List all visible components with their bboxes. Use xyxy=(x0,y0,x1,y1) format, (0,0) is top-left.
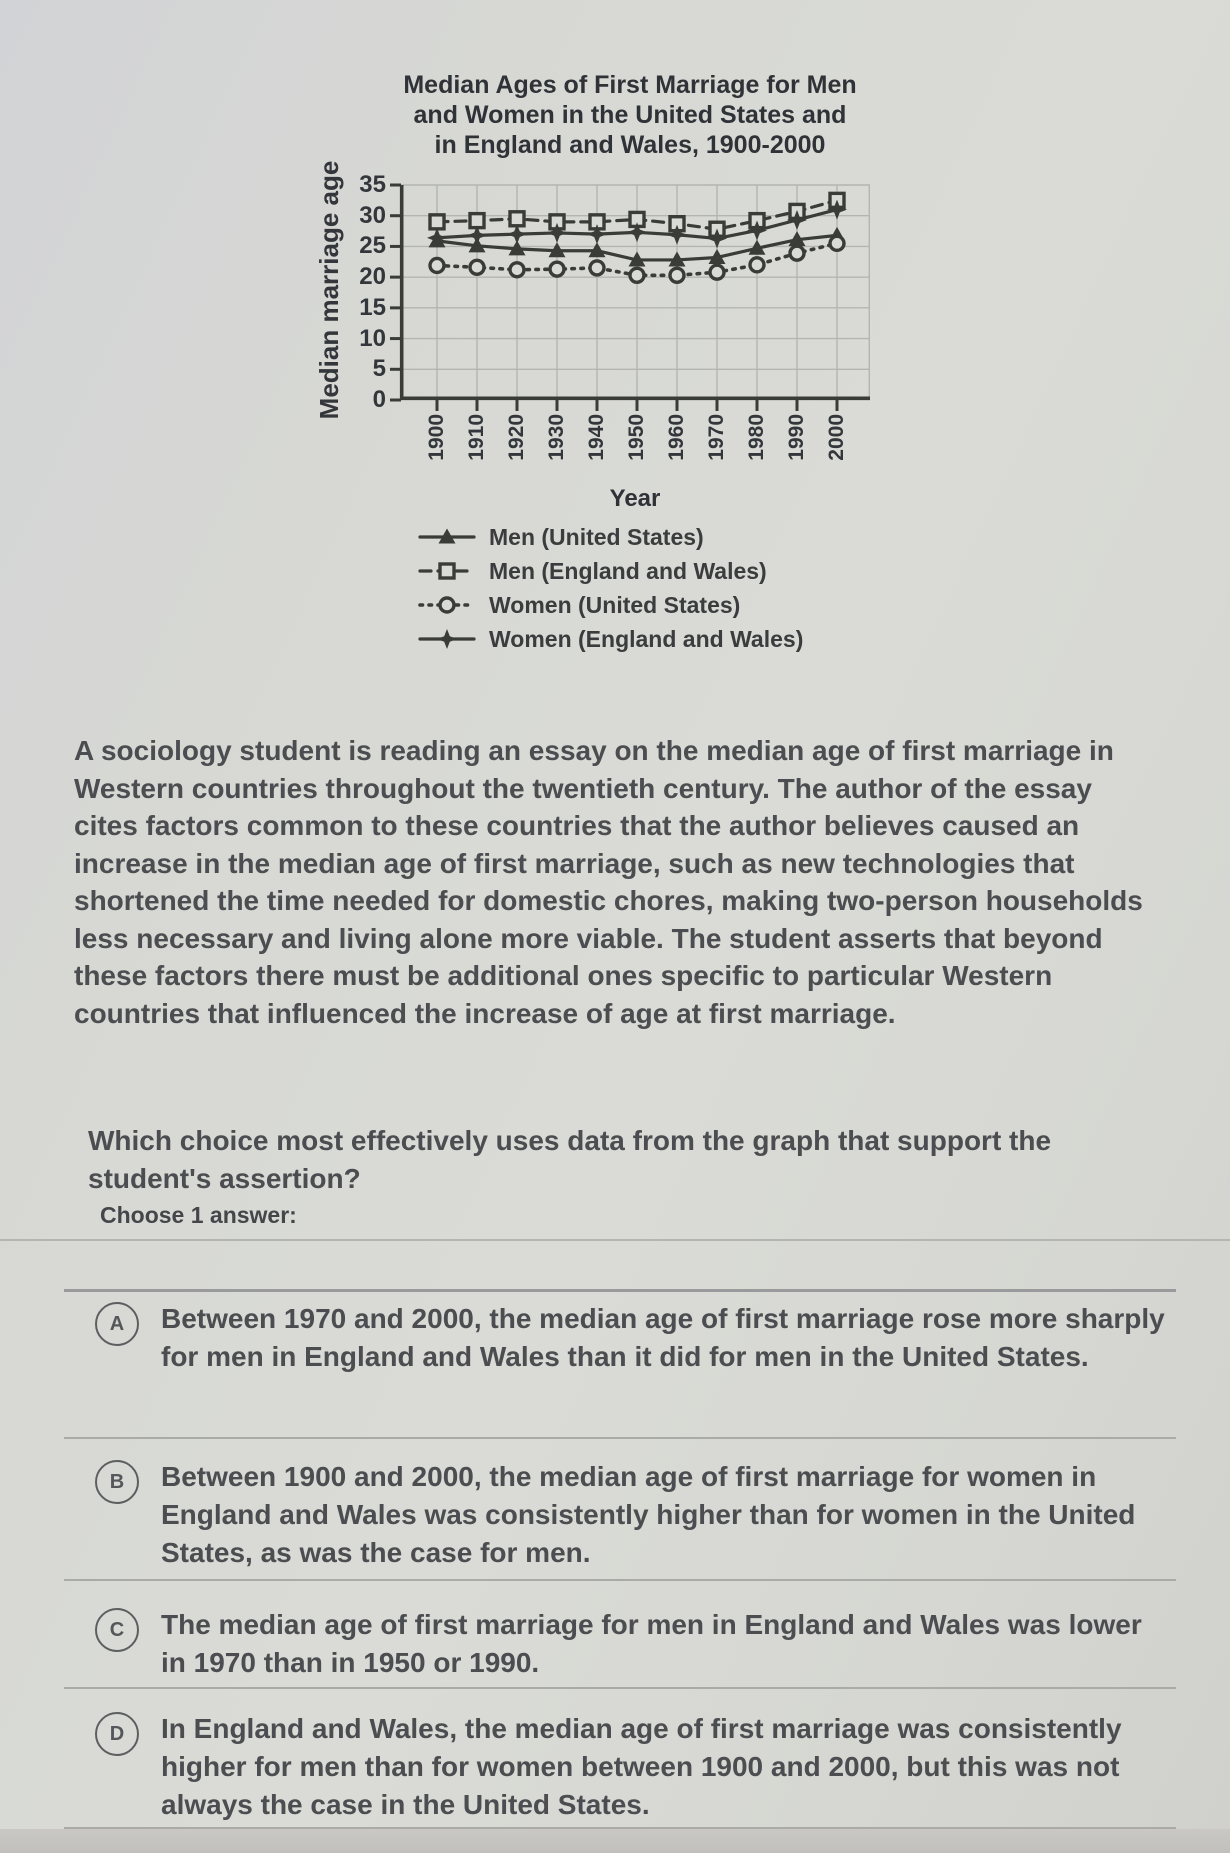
answer-choice-b[interactable] xyxy=(95,1458,1175,1572)
legend-label: Women (United States) xyxy=(489,591,741,618)
question-prompt: Which choice most effectively uses data from the graph that support the student's assertion? xyxy=(88,1125,1052,1194)
answer-choice-c[interactable] xyxy=(95,1606,1175,1682)
legend-label: Men (United States) xyxy=(489,523,704,550)
chart-title xyxy=(330,70,930,160)
divider xyxy=(64,1437,1176,1439)
choice-c-radio[interactable]: C xyxy=(95,1608,139,1652)
choice-c-text: The median age of first marriage for men in England and Wales was lower in 1970 than in 1950 or 1990. xyxy=(161,1609,1142,1678)
choice-b-text: Between 1900 and 2000, the median age of first marriage for women in England and Wales was consistently higher than for women in the United States, as was the case for men. xyxy=(161,1461,1136,1568)
x-axis-label: Year xyxy=(609,485,661,512)
legend-item xyxy=(418,554,803,588)
y-tick-label: 35 xyxy=(359,171,386,198)
open-square-legend-marker xyxy=(418,558,476,584)
x-tick-label: 1920 xyxy=(505,414,528,461)
choice-a-text: Between 1970 and 2000, the median age of first marriage rose more sharply for men in England and Wales than it did for men in the United States. xyxy=(161,1303,1165,1372)
x-tick-label: 2000 xyxy=(825,414,848,461)
legend-label: Men (England and Wales) xyxy=(489,557,767,584)
bottom-shade xyxy=(0,1829,1230,1853)
choose-answer-label: Choose 1 answer: xyxy=(100,1202,297,1228)
y-tick-label: 0 xyxy=(372,386,386,413)
legend-item xyxy=(418,622,803,656)
choice-a-radio[interactable]: A xyxy=(95,1302,139,1346)
x-tick-label: 1980 xyxy=(745,414,768,461)
y-tick-label: 30 xyxy=(359,201,386,229)
x-tick-label: 1940 xyxy=(585,414,608,461)
chart-plot-area xyxy=(359,171,870,461)
chart-legend xyxy=(418,520,803,656)
divider xyxy=(64,1579,1176,1581)
choice-d-radio[interactable]: D xyxy=(95,1712,139,1756)
legend-item xyxy=(418,588,803,622)
x-tick-label: 1900 xyxy=(425,414,448,461)
x-tick-label: 1970 xyxy=(705,414,728,461)
chart-canvas xyxy=(400,185,870,400)
x-tick-label: 1990 xyxy=(785,414,808,461)
choice-b-radio[interactable]: B xyxy=(95,1460,139,1504)
answer-choice-a[interactable] xyxy=(95,1300,1175,1376)
x-tick-label: 1950 xyxy=(625,414,648,461)
answer-choice-d[interactable] xyxy=(95,1710,1175,1824)
chart-title-line-1: Median Ages of First Marriage for Men xyxy=(403,71,857,99)
x-tick-label: 1960 xyxy=(665,414,688,461)
divider xyxy=(0,1239,1230,1241)
y-axis-label: Median marriage age xyxy=(314,160,344,420)
y-tick-label: 20 xyxy=(359,263,386,291)
choice-d-text: In England and Wales, the median age of first marriage was consistently higher for men than for women between 1900 and 2000, but this was not always the case in the United States. xyxy=(161,1713,1122,1820)
chart-title-line-3: in England and Wales, 1900-2000 xyxy=(434,131,826,159)
passage-text: A sociology student is reading an essay on the median age of first marriage in Western countries throughout the twentieth century. The author of the essay cites factors common to these countries that the author believes caused an increase in the median age of first marriage, such as new technologies that shortened the time needed for domestic chores, making two-person households less necessary and living alone more viable. The student asserts that beyond these factors there must be additional ones specific to particular Western countries that influenced the increase of age at first marriage. xyxy=(74,735,1143,1029)
y-tick-label: 10 xyxy=(359,324,386,352)
y-tick-label: 5 xyxy=(372,355,386,383)
x-tick-label: 1930 xyxy=(545,414,568,461)
chart-title-line-2: and Women in the United States and xyxy=(413,101,847,129)
marriage-age-chart xyxy=(314,60,930,680)
open-circle-legend-marker xyxy=(418,592,476,618)
y-tick-label: 15 xyxy=(359,293,386,321)
filled-triangle-legend-marker xyxy=(418,524,476,550)
filled-star4-legend-marker xyxy=(418,626,476,652)
legend-label: Women (England and Wales) xyxy=(489,625,804,652)
y-tick-label: 25 xyxy=(359,232,386,260)
x-tick-label: 1910 xyxy=(465,414,488,461)
divider xyxy=(64,1289,1176,1292)
divider xyxy=(64,1687,1176,1689)
legend-item xyxy=(418,520,803,554)
